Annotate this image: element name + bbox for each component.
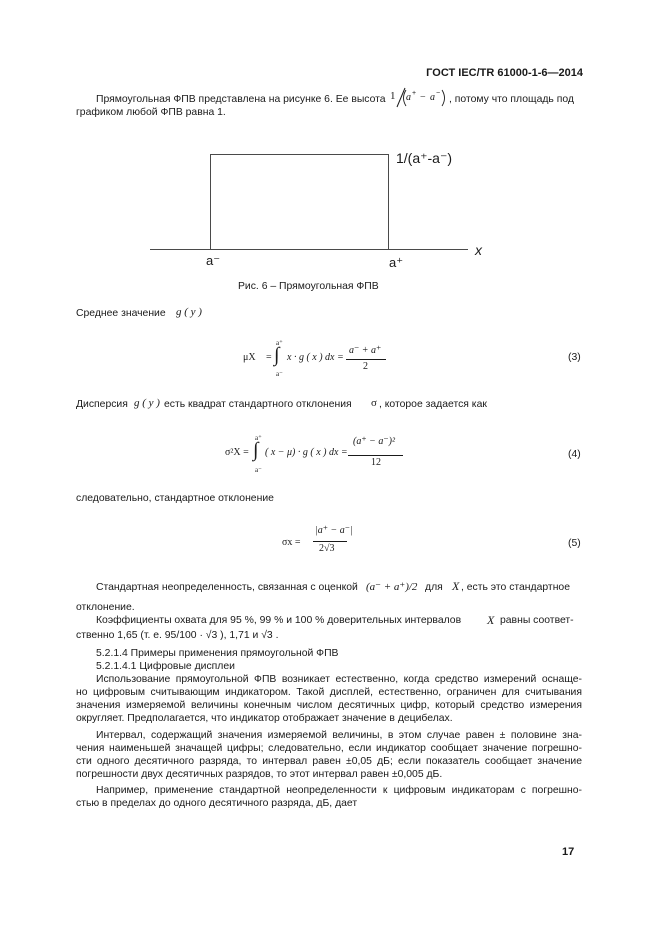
variance-text-c: , которое задается как xyxy=(379,399,487,410)
stddev-lhs: σx = xyxy=(282,537,301,548)
intro-line2: графиком любой ФПВ равна 1. xyxy=(76,107,226,118)
integral-sign: ∫ xyxy=(274,344,280,366)
p3-line-3: значения измеряемой величины конечным числом десятичных цифр, который средство измерения xyxy=(76,700,582,711)
p1-line2: отклонение. xyxy=(76,602,135,613)
section-5-2-1-4: 5.2.1.4 Примеры применения прямоугольной ФПВ xyxy=(96,648,339,659)
top-edge xyxy=(210,154,389,155)
document-header: ГОСТ IEC/TR 61000-1-6—2014 xyxy=(426,67,583,79)
left-edge xyxy=(210,154,211,249)
p2-line1-b: равны соответ- xyxy=(500,615,574,626)
equation-3-number: (3) xyxy=(568,352,581,363)
section-5-2-1-4-1: 5.2.1.4.1 Цифровые дисплеи xyxy=(96,661,235,672)
p2-line2: ственно 1,65 (т. е. 95/100 · √3 ), 1,71 и √3 . xyxy=(76,630,279,641)
stddev-numerator: |a⁺ − a⁻| xyxy=(315,525,353,536)
height-aplus: a xyxy=(406,92,411,103)
variance-text-b: есть квадрат стандартного отклонения xyxy=(164,399,352,410)
variance-numerator: (a⁺ − a⁻)² xyxy=(353,436,395,447)
mean-g-of-y: g ( y ) xyxy=(176,306,202,318)
equation-4-number: (4) xyxy=(568,449,581,460)
equation-3: μX = a⁺ ∫ a⁻ x · g ( x ) dx = a⁻ + a⁺ 2 xyxy=(243,338,393,380)
intro-line1-a: Прямоугольная ФПВ представлена на рисунке 6. Ее высота xyxy=(96,94,386,105)
figure-6 xyxy=(150,150,490,275)
p1-text-b: для xyxy=(425,582,443,593)
a-minus-label: a⁻ xyxy=(206,253,221,268)
variance-lower: a⁻ xyxy=(255,466,262,474)
variance-denominator: 12 xyxy=(371,457,381,468)
variance-lhs: σ²X = xyxy=(225,447,249,458)
p5-line-2: стью в пределах до одного десятичного разряда, дБ, дает xyxy=(76,798,358,809)
variance-upper: a⁺ xyxy=(255,434,262,442)
p3-line-4: округляет. Предполагается, что индикатор отображает значение в децибелах. xyxy=(76,713,453,724)
height-formula: 1 a + − a − xyxy=(390,87,450,109)
x-axis-label: x xyxy=(475,242,482,258)
p3-line-2: но цифровым считывающим индикатором. Такой дисплей, естественно, ограничен для считывания xyxy=(76,687,582,698)
variance-text-a: Дисперсия xyxy=(76,399,128,410)
figure-caption: Рис. 6 – Прямоугольная ФПВ xyxy=(238,281,379,292)
variance-integrand: ( x − μ) · g ( x ) dx = xyxy=(265,447,348,458)
p1-formula: (a⁻ + a⁺)/2 xyxy=(366,581,418,593)
a-plus-label: a⁺ xyxy=(389,255,404,270)
intro-line1-b: , потому что площадь под xyxy=(449,94,574,105)
mu-x: μX xyxy=(243,352,256,363)
mean-upper: a⁺ xyxy=(276,339,283,347)
variance-g-of-y: g ( y ) xyxy=(134,397,160,409)
x-axis xyxy=(150,249,468,250)
mean-numerator: a⁻ + a⁺ xyxy=(349,345,382,356)
height-minus: − xyxy=(420,92,426,103)
p4-line-1: Интервал, содержащий значения измеряемой величины, в этом случае равен ± половине зна- xyxy=(96,730,582,741)
p5-line-1: Например, применение стандартной неопределенности к цифровым индикаторам с погрешно- xyxy=(96,785,582,796)
stddev-denominator: 2√3 xyxy=(319,543,335,554)
height-label: 1/(a⁺-a⁻) xyxy=(396,150,453,166)
integral-sign-2: ∫ xyxy=(253,439,259,461)
p1-text-a: Стандартная неопределенность, связанная с оценкой xyxy=(96,582,358,593)
p2-x: X xyxy=(487,613,495,627)
p4-line-3: сти одного десятичного разряда, то интервал равен ±0,05 дБ; если показатель сообщает значение xyxy=(76,756,582,767)
page-number: 17 xyxy=(562,846,575,858)
mean-lower: a⁻ xyxy=(276,370,283,378)
height-aminus: a xyxy=(430,92,435,103)
right-edge xyxy=(388,154,389,249)
mean-text: Среднее значение xyxy=(76,308,166,319)
p2-line1-a: Коэффициенты охвата для 95 %, 99 % и 100 % доверительных интервалов xyxy=(96,615,462,626)
p1-x: X xyxy=(452,579,460,593)
consequently-text: следовательно, стандартное отклонение xyxy=(76,493,274,504)
p4-line-4: погрешности двух десятичных разрядов, то этот интервал равен ±0,005 дБ. xyxy=(76,769,443,780)
sigma-symbol: σ xyxy=(371,397,377,409)
p1-text-c: , есть это стандартное xyxy=(461,582,570,593)
p3-line-1: Использование прямоугольной ФПВ возникает естественно, когда средство измерений оснаще- xyxy=(96,674,582,685)
mean-integrand: x · g ( x ) dx = xyxy=(287,352,344,363)
height-one: 1 xyxy=(390,90,396,102)
equation-4 xyxy=(225,432,405,477)
mean-denominator: 2 xyxy=(363,361,368,372)
equation-5-number: (5) xyxy=(568,538,581,549)
p4-line-2: чения наименьшей значащей цифры; следовательно, если индикатор сообщает значение погрешно- xyxy=(76,743,582,754)
equation-5 xyxy=(282,522,382,562)
